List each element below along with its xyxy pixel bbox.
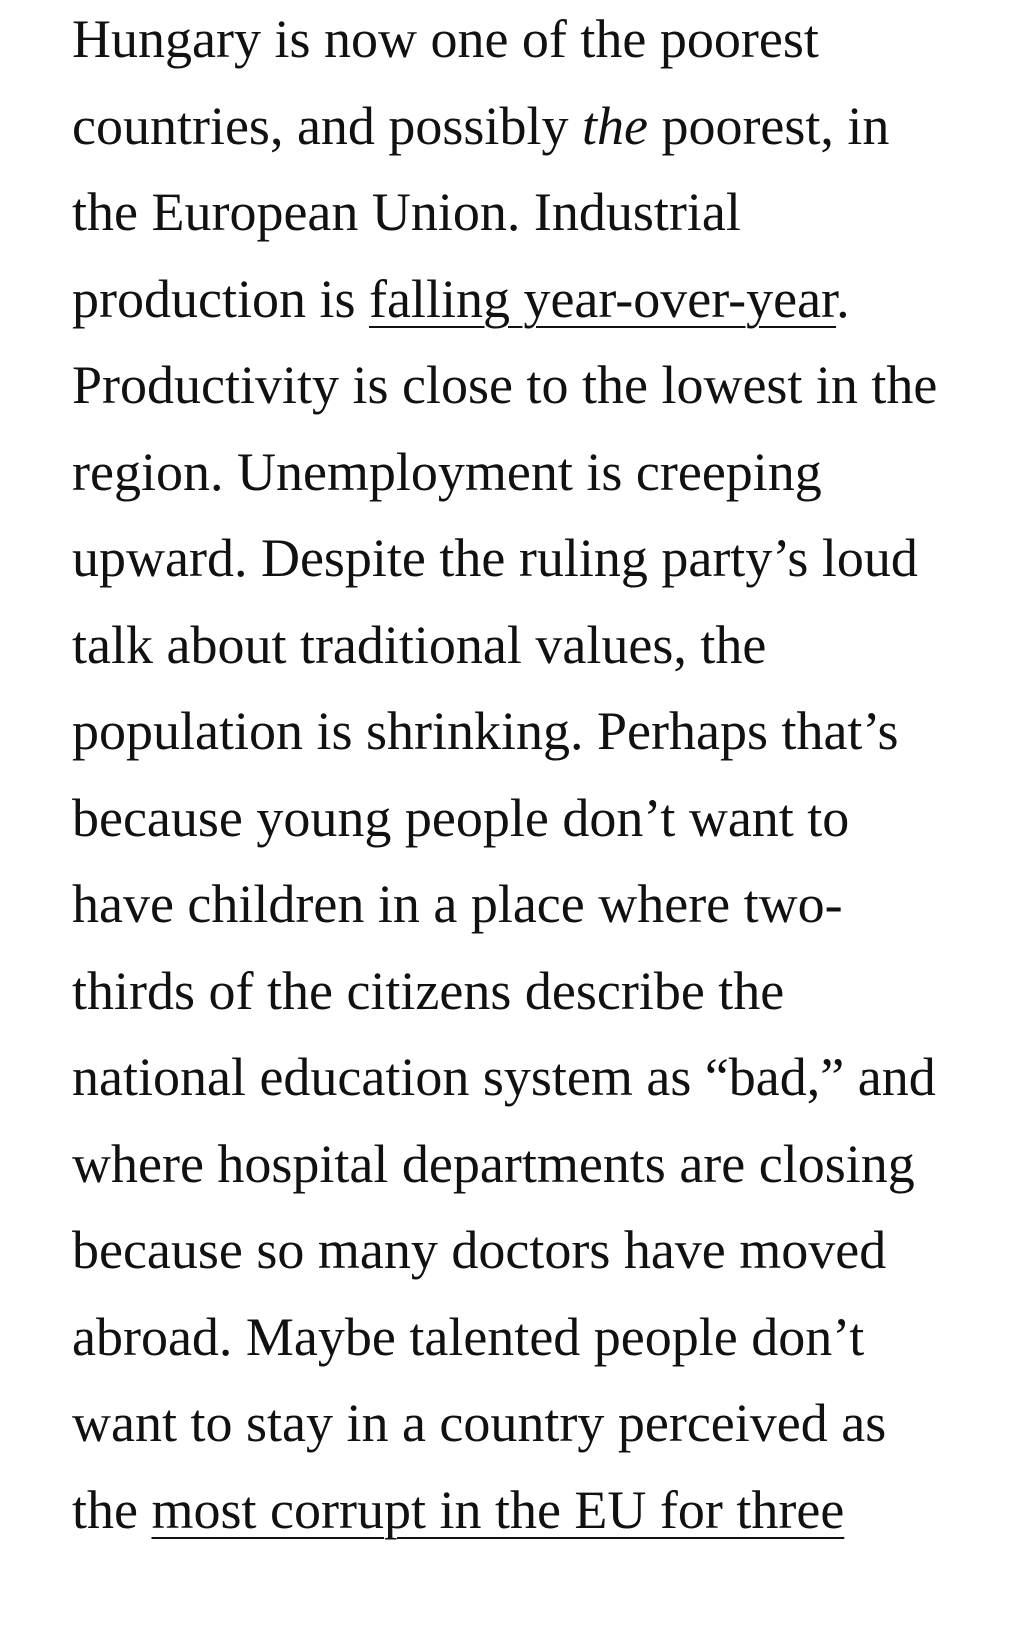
text-line: where hospital departments are closing [72, 1133, 915, 1194]
falling-year-over-year-link[interactable]: falling year-over-year [368, 268, 837, 329]
text-segment: . [836, 268, 850, 329]
text-line: want to stay in a country perceived as [72, 1393, 887, 1453]
text-line: abroad. Maybe talented people don’t [72, 1306, 865, 1367]
text-line: because young people don’t want to [72, 787, 850, 848]
text-line: population is shrinking. Perhaps that’s [72, 701, 899, 761]
text-line: upward. Despite the ruling party’s loud [72, 528, 918, 588]
text-segment: production is [72, 268, 369, 329]
text-line [72, 83, 992, 170]
text-line: thirds of the citizens describe the [72, 960, 785, 1021]
text-line: national education system as “bad,” and [72, 1047, 936, 1107]
emphasis-text: the [581, 95, 648, 156]
text-line: because so many doctors have moved [72, 1220, 887, 1280]
text-line: region. Unemployment is creeping [72, 441, 822, 502]
text-segment: the [72, 1479, 152, 1540]
article-paragraph [72, 0, 992, 1553]
text-line [72, 1467, 992, 1554]
text-segment: poorest, in [647, 95, 890, 156]
text-line: talk about traditional values, the [72, 614, 767, 675]
text-line: Productivity is close to the lowest in the [72, 355, 938, 415]
text-line: the European Union. Industrial [72, 182, 741, 242]
article-body [72, 0, 992, 1557]
text-line: have children in a place where two- [72, 874, 843, 934]
text-line: Hungary is now one of the poorest [72, 9, 819, 69]
text-segment: countries, and possibly [72, 95, 582, 156]
most-corrupt-link[interactable]: most corrupt in the EU for three [151, 1479, 845, 1540]
text-line [72, 256, 992, 343]
